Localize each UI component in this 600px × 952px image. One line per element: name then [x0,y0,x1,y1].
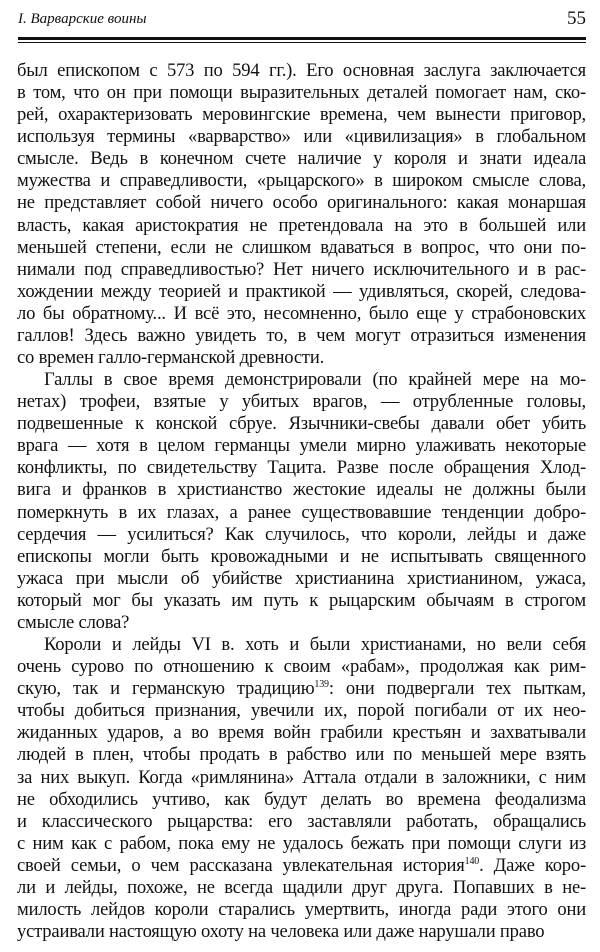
text-line [17,303,586,325]
paragraph [17,369,586,634]
text-segment: вига и франков в христианство жестокие идеалы не должны были [17,479,586,501]
text-segment: ло бы обратному... И всё это, несомненно, было еще у страбоновских [17,302,586,324]
text-segment: Короли и лейды VI в. хоть и были христианами, но вели себя [44,634,586,656]
paragraph [17,634,586,943]
text-segment: ужаса при мысли об убийстве христианина христианином, ужаса, [17,567,586,589]
text-line [17,744,586,766]
text-line [17,656,586,678]
text-segment: конфликты, по свидетельству Тацита. Разве после обращения Хлод- [17,457,586,479]
text-segment: был епископом с 573 по 594 гг.). Его основная заслуга заключается [17,60,586,81]
text-line [17,325,586,347]
text-line [17,700,586,722]
text-line [17,259,586,281]
text-segment: подвешенные к конской сбруе. Язычники-свебы давали обет убить [17,413,586,435]
text-line [17,60,586,82]
header-rule-thick [18,37,586,40]
text-line [17,391,586,413]
text-line [17,479,586,501]
text-segment: Галлы в свое время демонстрировали (по крайней мере на мо- [44,369,586,391]
text-line [17,237,586,259]
text-line [17,789,586,811]
text-segment: епископы могли быть кровожадными и не испытывать священного [17,545,586,567]
text-segment: скую, так и германскую традицию [17,678,315,700]
text-segment: галлов! Здесь важно увидеть то, в чем могут отразиться изменения [17,324,586,346]
text-line [17,833,586,855]
text-line [17,855,586,877]
text-segment: померкнуть в их глазах, а ранее существовавшие тенденции добро- [17,501,586,523]
text-line [17,369,586,391]
text-segment: используя термины «варварство» или «цивилизация» в глобальном [17,126,586,148]
text-segment: не обходились учтиво, как будут делать во времена феодализма [17,788,586,810]
header-rule-thin [18,42,586,43]
text-line [17,192,586,214]
text-line [17,590,586,612]
paragraph [17,60,586,369]
running-title: I. Варварские воины [18,11,147,27]
text-segment: с ним как с рабом, пока ему не удалось бежать при помощи слуги из [17,832,586,854]
footnote-ref: 140 [464,855,480,867]
text-line [17,877,586,899]
text-line [17,722,586,744]
text-segment: сердечия — усилиться? Как случилось, что короли, лейды и даже [17,523,586,545]
text-line [17,126,586,148]
text-segment: . Даже коро- [479,854,586,876]
text-line [17,170,586,192]
text-segment: жиданных ударов, а во время войн грабили крестьян и захватывали [17,722,586,744]
text-segment: со времен галло-германской древности. [17,347,325,369]
text-line [17,457,586,479]
text-segment: мужества и справедливости, «рыцарского» в широком смысле слова, [17,170,586,192]
text-segment: меньшей степени, если не слишком вдаваться в вопрос, что они по- [17,236,586,258]
text-line [17,281,586,303]
text-segment: своей семьи, о чем рассказана увлекательная история [17,854,465,876]
text-segment: людей в плен, чтобы продать в рабство или по меньшей мере взять [17,744,586,766]
text-segment: который мог бы указать им путь к рыцарским обычаям в строгом [17,589,586,611]
text-segment: смысле. Ведь в конечном счете наличие у короля и знати идеала [17,148,586,170]
text-segment: нимали под справедливостью? Нет ничего исключительного и в рас- [17,258,586,280]
text-line [17,435,586,457]
text-segment: очень сурово по отношению к своим «рабам», продолжая как рим- [17,656,586,678]
text-segment: в том, что он при помощи выразительных деталей помогает нам, ско- [17,82,586,104]
text-line [17,502,586,524]
text-segment: хождении между теорией и практикой — удивляться, скорей, следова- [17,280,586,302]
text-segment: ли и лейды, похоже, не всегда щадили друг друга. Попавших в не- [17,876,586,898]
text-line [17,612,586,634]
page-header [18,8,586,32]
text-line [17,546,586,568]
text-segment: : они подвергали тех пыткам, [328,678,586,700]
text-line [17,921,586,943]
text-segment: за них выкуп. Когда «римлянина» Аттала отдали в заложники, с ним [17,766,586,788]
text-line [17,899,586,921]
text-segment: смысле слова? [17,611,130,633]
text-line [17,104,586,126]
text-line [17,634,586,656]
text-line [17,347,586,369]
text-line [17,148,586,170]
page-number: 55 [567,8,586,29]
text-segment: милость лейдов короли старались умертвить, иногда ради этого они [17,898,586,920]
text-segment: и классического рыцарства: его заставляли работать, обращались [17,810,586,832]
text-line [17,413,586,435]
text-line [17,215,586,237]
text-line [17,82,586,104]
text-line [17,568,586,590]
text-segment: рей, охарактеризовать меровингские времена, чем вынести приговор, [17,104,586,126]
text-line [17,811,586,833]
footnote-ref: 139 [314,679,329,691]
text-segment: власть, какая аристократия не претендовала на это в большей или [17,214,586,236]
text-segment: врага — хотя в целом германцы умели мирно улаживать некоторые [17,435,586,457]
text-segment: нетах) трофеи, взятые у убитых врагов, — отрубленные головы, [17,391,586,413]
text-segment: чтобы добиться признания, увечили их, порой погибали от их нео- [17,700,586,722]
text-line [17,678,586,700]
body-text [17,60,586,943]
text-segment: устраивали настоящую охоту на человека или даже нарушали право [17,921,545,943]
text-line [17,767,586,789]
text-segment: не представляет собой ничего особо оригинального: какая монаршая [17,192,586,214]
text-line [17,524,586,546]
